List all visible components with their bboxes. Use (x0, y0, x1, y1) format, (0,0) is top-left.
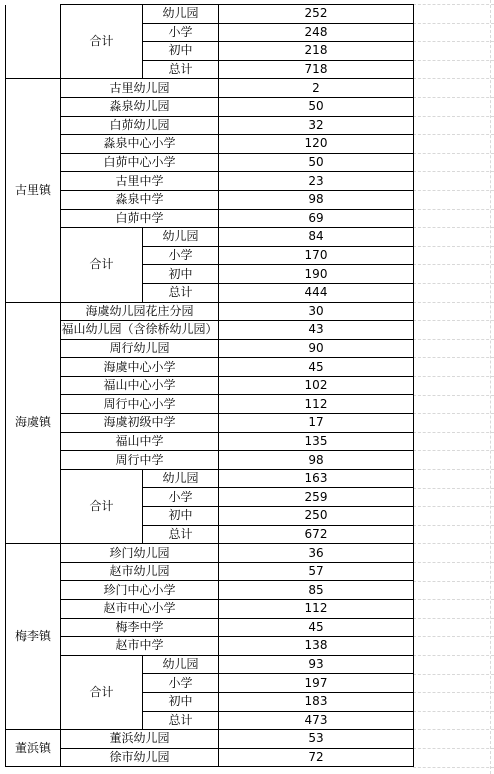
gridline (413, 562, 494, 563)
subtotal-category[interactable]: 总计 (143, 60, 219, 79)
gridline (413, 357, 494, 358)
gridline (413, 636, 494, 637)
table-row (6, 79, 414, 98)
school-name[interactable]: 赵市幼儿园 (61, 562, 219, 581)
school-name[interactable]: 周行中心小学 (61, 395, 219, 414)
student-count[interactable]: 85 (219, 581, 414, 600)
student-count[interactable]: 23 (219, 172, 414, 191)
school-name[interactable]: 古里中学 (61, 172, 219, 191)
student-count[interactable]: 98 (219, 451, 414, 470)
gridline (413, 581, 494, 582)
gridline (413, 543, 494, 544)
subtotal-value[interactable]: 163 (219, 469, 414, 488)
gridline (413, 116, 494, 117)
school-name[interactable]: 珍门中心小学 (61, 581, 219, 600)
gridline (413, 674, 494, 675)
subtotal-category[interactable]: 初中 (143, 42, 219, 61)
student-count[interactable]: 112 (219, 600, 414, 619)
table-row (6, 358, 414, 377)
gridline (413, 41, 494, 42)
student-count[interactable]: 45 (219, 618, 414, 637)
table-row (6, 135, 414, 154)
student-count[interactable]: 57 (219, 562, 414, 581)
table-row (6, 321, 414, 340)
gridline (413, 729, 494, 730)
school-name[interactable]: 赵市中学 (61, 637, 219, 656)
subtotal-category[interactable]: 总计 (143, 283, 219, 302)
subtotal-value[interactable]: 84 (219, 228, 414, 247)
school-name[interactable]: 周行幼儿园 (61, 339, 219, 358)
student-count[interactable]: 90 (219, 339, 414, 358)
gridline (413, 23, 494, 24)
school-name[interactable]: 淼泉幼儿园 (61, 97, 219, 116)
town-name[interactable]: 海虞镇 (6, 302, 61, 544)
subtotal-label[interactable]: 合计 (61, 655, 143, 729)
school-name[interactable]: 海虞幼儿园花庄分园 (61, 302, 219, 321)
student-count[interactable]: 45 (219, 358, 414, 377)
table-row (6, 153, 414, 172)
student-count[interactable]: 2 (219, 79, 414, 98)
student-count[interactable]: 30 (219, 302, 414, 321)
subtotal-value[interactable]: 444 (219, 283, 414, 302)
table-row (6, 655, 414, 674)
subtotal-value[interactable]: 672 (219, 525, 414, 544)
gridline (413, 227, 494, 228)
subtotal-value[interactable]: 93 (219, 655, 414, 674)
gridline (413, 78, 494, 79)
gridline (413, 264, 494, 265)
gridline (413, 655, 494, 656)
subtotal-category[interactable]: 总计 (143, 525, 219, 544)
gridline (413, 171, 494, 172)
school-name[interactable]: 白茆中学 (61, 209, 219, 228)
table-row (6, 469, 414, 488)
school-name[interactable]: 白茆中心小学 (61, 153, 219, 172)
table-row (6, 637, 414, 656)
sheet-body (6, 5, 414, 767)
gridline (413, 134, 494, 135)
subtotal-label[interactable]: 合计 (61, 469, 143, 543)
gridline (413, 599, 494, 600)
table-row (6, 302, 414, 321)
gridline (413, 395, 494, 396)
subtotal-category[interactable]: 初中 (143, 507, 219, 526)
subtotal-category[interactable]: 小学 (143, 23, 219, 42)
gridline (413, 246, 494, 247)
school-name[interactable]: 古里幼儿园 (61, 79, 219, 98)
gridline (413, 432, 494, 433)
student-count[interactable]: 112 (219, 395, 414, 414)
table-row (6, 451, 414, 470)
subtotal-value[interactable]: 248 (219, 23, 414, 42)
subtotal-value[interactable]: 190 (219, 265, 414, 284)
student-count[interactable]: 50 (219, 153, 414, 172)
gridline (413, 4, 494, 5)
table-row (6, 414, 414, 433)
gridline (413, 320, 494, 321)
subtotal-value[interactable]: 252 (219, 5, 414, 24)
subtotal-category[interactable]: 小学 (143, 488, 219, 507)
subtotal-category[interactable]: 幼儿园 (143, 469, 219, 488)
student-count[interactable]: 53 (219, 730, 414, 749)
table-row (6, 395, 414, 414)
subtotal-value[interactable]: 473 (219, 711, 414, 730)
school-name[interactable]: 梅李中学 (61, 618, 219, 637)
subtotal-label[interactable]: 合计 (61, 228, 143, 302)
table-row (6, 544, 414, 563)
subtotal-category[interactable]: 总计 (143, 711, 219, 730)
gridline (413, 153, 494, 154)
gridline (413, 339, 494, 340)
table-row (6, 376, 414, 395)
gridline (413, 190, 494, 191)
table-row (6, 228, 414, 247)
subtotal-category[interactable]: 幼儿园 (143, 228, 219, 247)
student-count[interactable]: 98 (219, 190, 414, 209)
student-count[interactable]: 36 (219, 544, 414, 563)
school-name[interactable]: 福山中心小学 (61, 376, 219, 395)
gridline (413, 525, 494, 526)
subtotal-value[interactable]: 183 (219, 692, 414, 711)
subtotal-label[interactable]: 合计 (61, 5, 143, 79)
subtotal-value[interactable]: 259 (219, 488, 414, 507)
subtotal-value[interactable]: 718 (219, 60, 414, 79)
subtotal-value[interactable]: 250 (219, 507, 414, 526)
school-name[interactable]: 淼泉中心小学 (61, 135, 219, 154)
table-row (6, 748, 414, 767)
subtotal-value[interactable]: 218 (219, 42, 414, 61)
table-row (6, 190, 414, 209)
table-row (6, 5, 414, 24)
school-name[interactable]: 珍门幼儿园 (61, 544, 219, 563)
student-count[interactable]: 43 (219, 321, 414, 340)
school-name[interactable]: 福山中学 (61, 432, 219, 451)
subtotal-category[interactable]: 小学 (143, 674, 219, 693)
gridline (413, 767, 494, 768)
student-count[interactable]: 102 (219, 376, 414, 395)
student-count[interactable]: 17 (219, 414, 414, 433)
subtotal-value[interactable]: 170 (219, 246, 414, 265)
student-count[interactable]: 135 (219, 432, 414, 451)
subtotal-category[interactable]: 幼儿园 (143, 5, 219, 24)
school-name[interactable]: 徐市幼儿园 (61, 748, 219, 767)
student-count[interactable]: 72 (219, 748, 414, 767)
gridline (413, 618, 494, 619)
subtotal-value[interactable]: 197 (219, 674, 414, 693)
table-row (6, 618, 414, 637)
student-count[interactable]: 120 (219, 135, 414, 154)
spreadsheet-table (5, 4, 414, 767)
gridline (413, 692, 494, 693)
gridline (413, 506, 494, 507)
table-row (6, 432, 414, 451)
town-name[interactable]: 古里镇 (6, 79, 61, 302)
gridline (413, 413, 494, 414)
table-row (6, 172, 414, 191)
table-row (6, 209, 414, 228)
subtotal-category[interactable]: 初中 (143, 692, 219, 711)
gridline (413, 209, 494, 210)
school-name[interactable]: 赵市中心小学 (61, 600, 219, 619)
table-row (6, 339, 414, 358)
subtotal-category[interactable]: 小学 (143, 246, 219, 265)
school-name[interactable]: 海虞中心小学 (61, 358, 219, 377)
student-count[interactable]: 50 (219, 97, 414, 116)
gridline (413, 748, 494, 749)
subtotal-category[interactable]: 初中 (143, 265, 219, 284)
table-row (6, 730, 414, 749)
gridline (413, 283, 494, 284)
subtotal-category[interactable]: 幼儿园 (143, 655, 219, 674)
school-name[interactable]: 周行中学 (61, 451, 219, 470)
table-row (6, 600, 414, 619)
gridline (413, 60, 494, 61)
town-name[interactable]: 梅李镇 (6, 544, 61, 730)
school-name[interactable]: 海虞初级中学 (61, 414, 219, 433)
gridline (413, 450, 494, 451)
gridline (490, 0, 491, 774)
school-name[interactable]: 董浜幼儿园 (61, 730, 219, 749)
gridline (413, 302, 494, 303)
gridline (413, 711, 494, 712)
gridline (413, 376, 494, 377)
student-count[interactable]: 138 (219, 637, 414, 656)
table-row (6, 116, 414, 135)
gridline (413, 469, 494, 470)
student-count[interactable]: 69 (219, 209, 414, 228)
school-name[interactable]: 淼泉中学 (61, 190, 219, 209)
school-name[interactable]: 福山幼儿园（含徐桥幼儿园） (61, 321, 219, 340)
school-name[interactable]: 白茆幼儿园 (61, 116, 219, 135)
student-count[interactable]: 32 (219, 116, 414, 135)
town-cell-continued[interactable] (6, 5, 61, 79)
table-row (6, 581, 414, 600)
table-row (6, 97, 414, 116)
table-row (6, 562, 414, 581)
gridline (413, 97, 494, 98)
gridline (413, 488, 494, 489)
town-name[interactable]: 董浜镇 (6, 730, 61, 767)
